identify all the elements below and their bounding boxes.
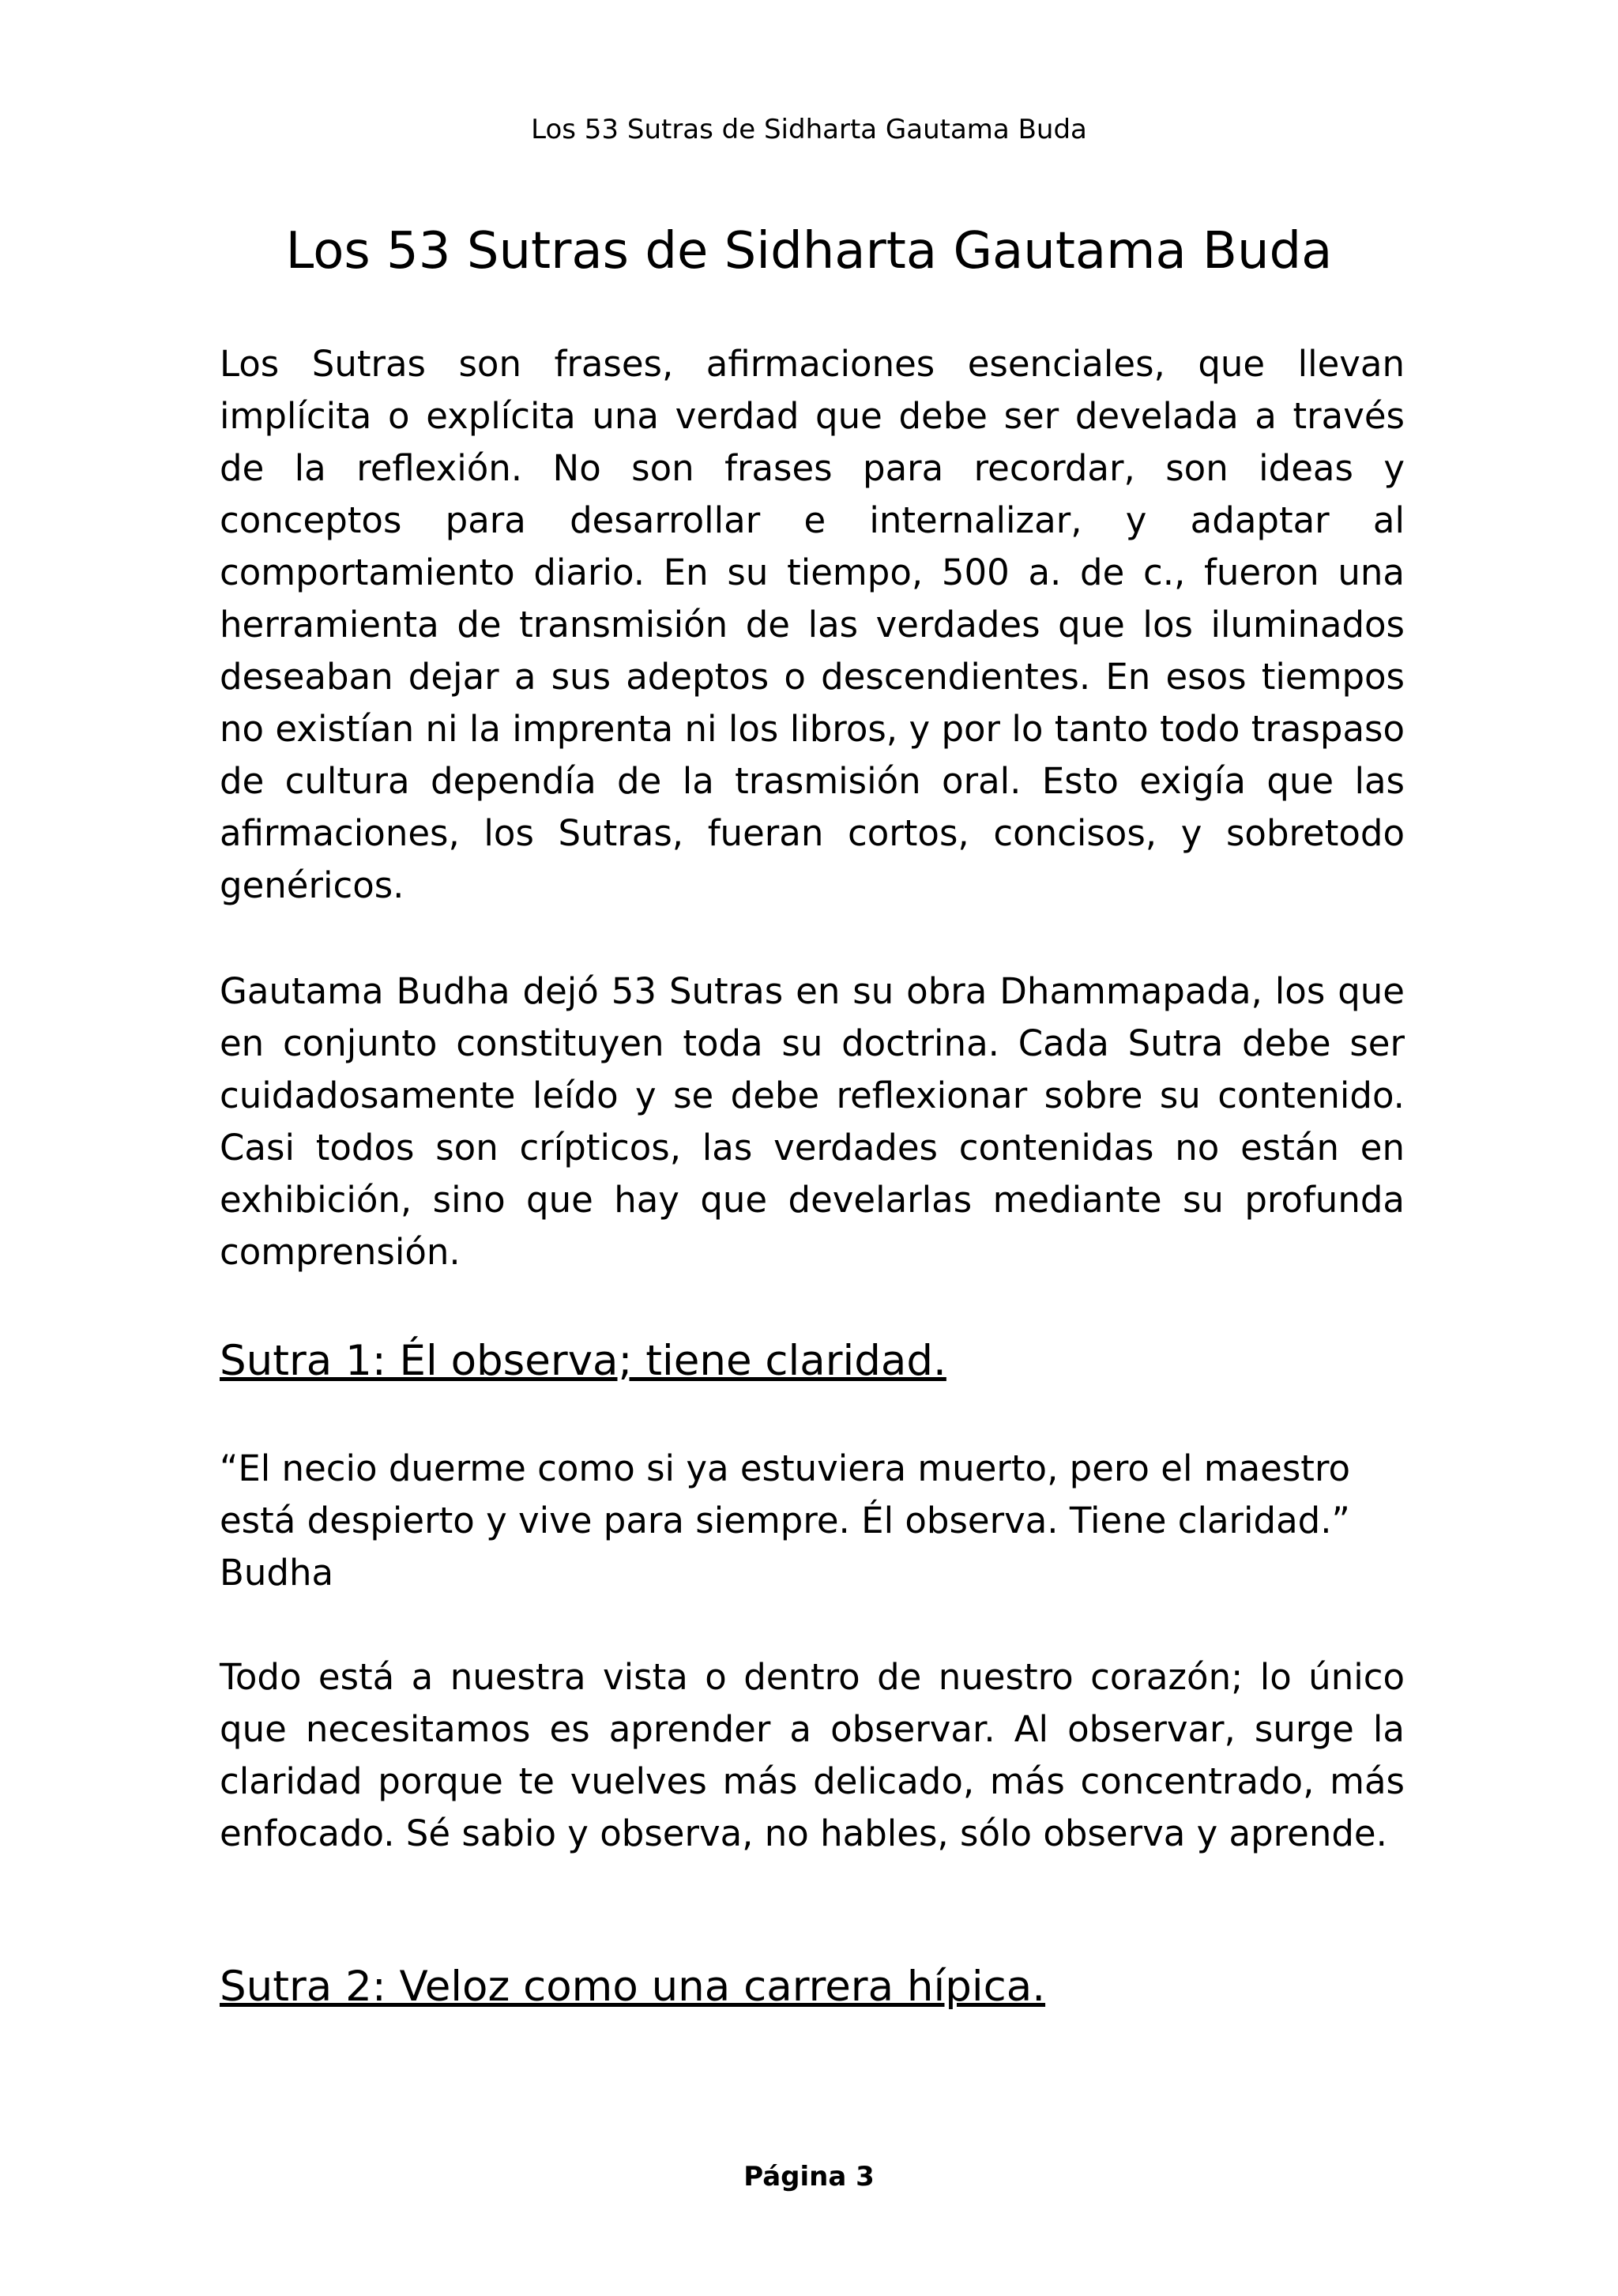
page-number: Página 3: [743, 2161, 875, 2192]
sutra-1-quote-line-1: “El necio duerme como si ya estuviera muerto, pero el maestro: [220, 1447, 1350, 1489]
intro-paragraph-2: Gautama Budha dejó 53 Sutras en su obra Dhammapada, los que en conjunto constituyen toda su doctrina. Cada Sutra debe ser cuidadosamente leído y se debe reflexionar sobre su contenido. Casi todos son crípticos, las verdades contenidas no están en exhibición, sino que hay que develarlas mediante su profunda comprensión.: [220, 970, 1405, 1273]
page-title: Los 53 Sutras de Sidharta Gautama Buda: [285, 222, 1333, 280]
sutra-1-quote-line-2: está despierto y vive para siempre. Él observa. Tiene claridad.”: [220, 1500, 1350, 1541]
sutra-1-quote-block: [220, 1443, 1405, 1599]
sutra-2-heading-block: [220, 1961, 1405, 2013]
intro-paragraph-1-block: [220, 338, 1405, 912]
running-header: Los 53 Sutras de Sidharta Gautama Buda: [531, 114, 1087, 145]
sutra-1-quote-author: Budha: [220, 1552, 334, 1594]
sutra-2-heading: Sutra 2: Veloz como una carrera hípica.: [220, 1963, 1046, 2011]
intro-paragraph-2-block: [220, 965, 1405, 1278]
sutra-1-heading: Sutra 1: Él observa; tiene claridad.: [220, 1337, 946, 1385]
sutra-1-heading-block: [220, 1335, 1405, 1387]
intro-paragraph-1: Los Sutras son frases, afirmaciones esenciales, que llevan implícita o explícita una verdad que debe ser develada a través de la reflexión. No son frases para recordar, son ideas y conceptos para desarrollar e internalizar, y adaptar al comportamiento diario. En su tiempo, 500 a. de c., fueron una herramienta de transmisión de las verdades que los iluminados deseaban dejar a sus adeptos o descendientes. En esos tiempos no existían ni la imprenta ni los libros, y por lo tanto todo traspaso de cultura dependía de la trasmisión oral. Esto exigía que las afirmaciones, los Sutras, fueran cortos, concisos, y sobretodo genéricos.: [220, 343, 1405, 906]
sutra-1-commentary-block: [220, 1651, 1405, 1860]
sutra-1-commentary: Todo está a nuestra vista o dentro de nuestro corazón; lo único que necesitamos es aprender a observar. Al observar, surge la claridad porque te vuelves más delicado, más concentrado, más enfocado. Sé sabio y observa, no hables, sólo observa y aprende.: [220, 1656, 1405, 1854]
